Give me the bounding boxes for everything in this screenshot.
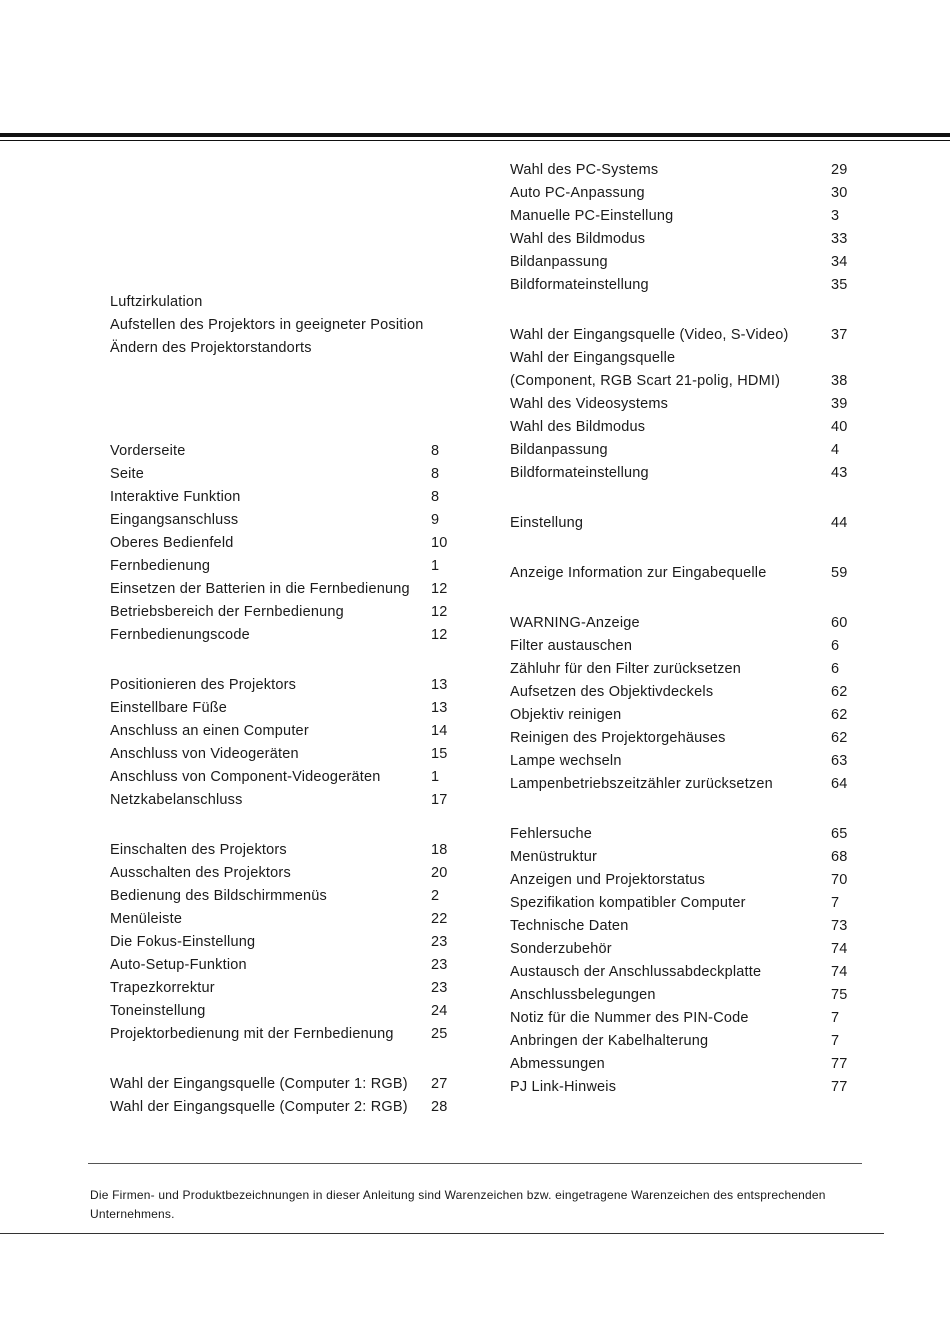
toc-entry-page: 25 [431, 1026, 448, 1042]
toc-entry-page: 30 [831, 185, 848, 201]
toc-entry[interactable] [510, 416, 855, 439]
toc-entry-page: 3 [831, 208, 840, 224]
toc-entry-page: 10 [431, 535, 448, 551]
toc-entry-title: Ausschalten des Projektors [110, 865, 291, 881]
toc-entry-title: Austausch der Anschlussabdeckplatte [510, 964, 762, 980]
toc-entry-title: Filter austauschen [510, 638, 633, 654]
group-spacer [510, 297, 855, 324]
toc-entry[interactable] [510, 750, 855, 773]
toc-group [110, 1073, 455, 1119]
toc-entry-page: 4 [831, 442, 840, 458]
toc-entry-title: Bildanpassung [510, 254, 608, 270]
toc-group [510, 512, 855, 535]
toc-entry-page: 13 [431, 677, 448, 693]
toc-entry[interactable] [510, 324, 855, 347]
toc-entry-title: Abmessungen [510, 1056, 605, 1072]
toc-entry[interactable] [110, 463, 455, 486]
toc-entry[interactable] [110, 532, 455, 555]
toc-entry-title: Anschluss von Videogeräten [110, 746, 299, 762]
group-spacer [510, 585, 855, 612]
group-spacer [510, 535, 855, 562]
group-spacer [510, 485, 855, 512]
toc-entry-page: 23 [431, 980, 448, 996]
toc-entry-title: Luftzirkulation [110, 294, 203, 310]
toc-entry-page: 60 [831, 615, 848, 631]
toc-entry[interactable] [110, 954, 455, 977]
group-spacer [510, 796, 855, 823]
toc-entry-page: 18 [431, 842, 448, 858]
toc-entry-title: Anschluss an einen Computer [110, 723, 309, 739]
toc-entry-title: Spezifikation kompatibler Computer [510, 895, 746, 911]
toc-entry-title: Anzeigen und Projektorstatus [510, 872, 706, 888]
footnote-rule [88, 1163, 862, 1164]
toc-entry-title: Wahl der Eingangsquelle (Video, S-Video) [510, 327, 789, 343]
toc-entry-title: Wahl der Eingangsquelle [510, 350, 676, 366]
toc-entry-title: Notiz für die Nummer des PIN-Code [510, 1010, 749, 1026]
toc-entry-page: 74 [831, 964, 848, 980]
header-rule-thin [0, 140, 950, 141]
toc-entry-page: 74 [831, 941, 848, 957]
toc-group [110, 440, 455, 647]
toc-entry-title: Die Fokus-Einstellung [110, 934, 256, 950]
toc-right-column [510, 159, 855, 1099]
toc-entry-page: 15 [431, 746, 448, 762]
toc-entry-page: 35 [831, 277, 848, 293]
toc-entry-page: 37 [831, 327, 848, 343]
toc-entry-page: 7 [831, 1010, 840, 1026]
toc-entry[interactable] [510, 1053, 855, 1076]
toc-entry-page: 44 [831, 515, 848, 531]
toc-entry-title: Bildanpassung [510, 442, 608, 458]
toc-entry-title: Auto-Setup-Funktion [110, 957, 247, 973]
toc-entry-title: Positionieren des Projektors [110, 677, 297, 693]
toc-entry[interactable] [110, 977, 455, 1000]
toc-entry[interactable] [110, 674, 455, 697]
toc-entry-page: 75 [831, 987, 848, 1003]
toc-entry[interactable] [110, 766, 455, 789]
toc-entry-title: Technische Daten [510, 918, 629, 934]
toc-left-column [110, 291, 455, 1119]
toc-entry[interactable] [510, 512, 855, 535]
toc-entry[interactable] [110, 908, 455, 931]
toc-entry-title: Lampenbetriebszeitzähler zurücksetzen [510, 776, 773, 792]
toc-entry[interactable] [510, 846, 855, 869]
toc-entry-page: 22 [431, 911, 448, 927]
toc-entry-page: 7 [831, 1033, 840, 1049]
toc-entry-title: Wahl des Bildmodus [510, 231, 646, 247]
toc-entry-page: 1 [431, 558, 440, 574]
toc-entry-title: WARNING-Anzeige [510, 615, 640, 631]
toc-entry-page: 12 [431, 627, 448, 643]
group-spacer [110, 812, 455, 839]
toc-entry-page: 2 [431, 888, 440, 904]
toc-entry[interactable] [510, 869, 855, 892]
toc-group [510, 159, 855, 297]
group-spacer [110, 1046, 455, 1073]
toc-entry[interactable] [110, 839, 455, 862]
toc-entry-title: Bildformateinstellung [510, 465, 649, 481]
toc-entry[interactable] [510, 274, 855, 297]
toc-entry[interactable] [110, 789, 455, 812]
toc-entry[interactable] [110, 931, 455, 954]
toc-entry-title: Interaktive Funktion [110, 489, 241, 505]
toc-group [510, 823, 855, 1099]
toc-entry-page: 33 [831, 231, 848, 247]
toc-entry[interactable] [510, 773, 855, 796]
toc-entry[interactable] [510, 727, 855, 750]
toc-entry-page: 7 [831, 895, 840, 911]
toc-entry[interactable] [110, 862, 455, 885]
toc-entry-title: Auto PC-Anpassung [510, 185, 645, 201]
toc-entry-title: Fernbedienungscode [110, 627, 250, 643]
toc-group [110, 291, 455, 360]
toc-entry[interactable] [510, 439, 855, 462]
toc-entry[interactable] [110, 314, 455, 337]
toc-entry[interactable] [110, 486, 455, 509]
header-rule-thick [0, 133, 950, 137]
toc-entry-title: Seite [110, 466, 145, 482]
toc-entry-page: 14 [431, 723, 448, 739]
toc-group [110, 839, 455, 1046]
toc-entry-page: 29 [831, 162, 848, 178]
group-spacer [110, 360, 455, 440]
toc-entry-title: Aufsetzen des Objektivdeckels [510, 684, 714, 700]
toc-entry[interactable] [110, 743, 455, 766]
toc-entry-page: 23 [431, 934, 448, 950]
toc-entry[interactable] [510, 704, 855, 727]
toc-entry-title: Fernbedienung [110, 558, 211, 574]
toc-group [510, 612, 855, 796]
toc-entry-page: 20 [431, 865, 448, 881]
toc-entry[interactable] [510, 1007, 855, 1030]
toc-group [510, 324, 855, 485]
toc-entry[interactable] [510, 251, 855, 274]
toc-entry-page: 13 [431, 700, 448, 716]
toc-entry[interactable] [510, 612, 855, 635]
toc-entry-title: Oberes Bedienfeld [110, 535, 234, 551]
toc-entry[interactable] [510, 1030, 855, 1053]
toc-entry[interactable] [510, 961, 855, 984]
toc-entry[interactable] [510, 562, 855, 585]
toc-entry[interactable] [110, 885, 455, 908]
toc-entry-page: 77 [831, 1079, 848, 1095]
toc-entry[interactable] [110, 1000, 455, 1023]
toc-entry-title: Reinigen des Projektorgehäuses [510, 730, 726, 746]
toc-entry-page: 6 [831, 661, 840, 677]
toc-entry-page: 73 [831, 918, 848, 934]
toc-entry-title: Wahl des Bildmodus [510, 419, 646, 435]
toc-entry-page: 43 [831, 465, 848, 481]
toc-entry-title: Betriebsbereich der Fernbedienung [110, 604, 344, 620]
toc-entry-page: 24 [431, 1003, 448, 1019]
toc-entry-page: 9 [431, 512, 440, 528]
toc-entry[interactable] [110, 578, 455, 601]
toc-entry-page: 62 [831, 730, 848, 746]
toc-entry-page: 8 [431, 466, 440, 482]
toc-entry[interactable] [510, 823, 855, 846]
toc-entry[interactable] [110, 509, 455, 532]
toc-entry-page: 17 [431, 792, 448, 808]
toc-entry-title: Anzeige Information zur Eingabequelle [510, 565, 767, 581]
bottom-rule [0, 1233, 884, 1234]
toc-entry[interactable] [110, 720, 455, 743]
toc-entry-title: Menüstruktur [510, 849, 598, 865]
toc-entry[interactable] [510, 205, 855, 228]
group-spacer [110, 647, 455, 674]
toc-entry[interactable] [110, 1023, 455, 1046]
toc-entry[interactable] [110, 291, 455, 314]
toc-entry-title: Einstellung [510, 515, 584, 531]
toc-entry[interactable] [110, 1073, 455, 1096]
toc-entry[interactable] [510, 915, 855, 938]
toc-entry[interactable] [510, 462, 855, 485]
toc-entry-title: Projektorbedienung mit der Fernbedienung [110, 1026, 394, 1042]
toc-entry-title: Wahl des PC-Systems [510, 162, 659, 178]
toc-entry-title: Aufstellen des Projektors in geeigneter Position [110, 317, 424, 333]
toc-entry-page: 64 [831, 776, 848, 792]
toc-entry-title: Vorderseite [110, 443, 186, 459]
toc-entry-page: 12 [431, 581, 448, 597]
toc-entry-title: Ändern des Projektorstandorts [110, 340, 312, 356]
toc-entry-page: 77 [831, 1056, 848, 1072]
toc-group [510, 562, 855, 585]
toc-entry[interactable] [510, 393, 855, 416]
toc-entry-page: 70 [831, 872, 848, 888]
toc-entry[interactable] [110, 624, 455, 647]
toc-entry[interactable] [510, 681, 855, 704]
toc-entry[interactable] [110, 1096, 455, 1119]
toc-entry-page: 27 [431, 1076, 448, 1092]
toc-entry-page: 40 [831, 419, 848, 435]
toc-entry-page: 68 [831, 849, 848, 865]
toc-entry-title: Anschlussbelegungen [510, 987, 656, 1003]
toc-entry[interactable] [510, 635, 855, 658]
toc-entry-page: 6 [831, 638, 840, 654]
toc-entry[interactable] [110, 555, 455, 578]
toc-entry-page: 23 [431, 957, 448, 973]
toc-entry[interactable] [510, 892, 855, 915]
toc-entry-page: 28 [431, 1099, 448, 1115]
toc-entry-title: Netzkabelanschluss [110, 792, 243, 808]
toc-entry-title: Toneinstellung [110, 1003, 206, 1019]
toc-entry-title: Einsetzen der Batterien in die Fernbedienung [110, 581, 410, 597]
toc-entry-title: Wahl der Eingangsquelle (Computer 2: RGB) [110, 1099, 408, 1115]
toc-entry-title: Zähluhr für den Filter zurücksetzen [510, 661, 742, 677]
toc-entry-title: Bedienung des Bildschirmmenüs [110, 888, 327, 904]
toc-entry-title: Einschalten des Projektors [110, 842, 287, 858]
toc-entry-page: 65 [831, 826, 848, 842]
toc-entry[interactable] [510, 984, 855, 1007]
toc-entry-title: Einstellbare Füße [110, 700, 228, 716]
toc-entry[interactable] [510, 182, 855, 205]
toc-entry-title: Bildformateinstellung [510, 277, 649, 293]
toc-entry-page: 1 [431, 769, 440, 785]
toc-entry[interactable] [510, 347, 855, 370]
toc-entry-title: Anschluss von Component-Videogeräten [110, 769, 381, 785]
toc-entry-title: Trapezkorrektur [110, 980, 215, 996]
toc-entry[interactable] [110, 697, 455, 720]
toc-entry-page: 8 [431, 443, 440, 459]
toc-entry-title: Eingangsanschluss [110, 512, 239, 528]
toc-entry[interactable] [510, 938, 855, 961]
toc-entry[interactable] [510, 1076, 855, 1099]
toc-entry-title: Manuelle PC-Einstellung [510, 208, 674, 224]
toc-entry[interactable] [110, 601, 455, 624]
toc-group [110, 674, 455, 812]
toc-entry-title: PJ Link-Hinweis [510, 1079, 617, 1095]
toc-entry[interactable] [110, 337, 455, 360]
toc-entry-page: 8 [431, 489, 440, 505]
trademark-footnote: Die Firmen- und Produktbezeichnungen in dieser Anleitung sind Warenzeichen bzw. eingetragene Warenzeichen des entsprechenden Unternehmens. [90, 1188, 826, 1221]
toc-entry-page: 38 [831, 373, 848, 389]
toc-entry-page: 62 [831, 684, 848, 700]
toc-entry-title: Menüleiste [110, 911, 183, 927]
toc-entry-title: Objektiv reinigen [510, 707, 622, 723]
toc-entry-title: Wahl der Eingangsquelle (Computer 1: RGB) [110, 1076, 408, 1092]
toc-entry-page: 34 [831, 254, 848, 270]
toc-entry-page: 39 [831, 396, 848, 412]
toc-entry-page: 63 [831, 753, 848, 769]
toc-entry-title: Lampe wechseln [510, 753, 622, 769]
toc-entry[interactable] [510, 228, 855, 251]
toc-entry-title: Anbringen der Kabelhalterung [510, 1033, 709, 1049]
toc-entry-page: 12 [431, 604, 448, 620]
toc-entry[interactable] [510, 658, 855, 681]
toc-entry-title: Sonderzubehör [510, 941, 612, 957]
toc-entry[interactable] [110, 440, 455, 463]
toc-entry-page: 59 [831, 565, 848, 581]
toc-entry-title: Fehlersuche [510, 826, 592, 842]
toc-entry-title: (Component, RGB Scart 21-polig, HDMI) [510, 373, 781, 389]
toc-entry-page: 62 [831, 707, 848, 723]
toc-entry[interactable] [510, 159, 855, 182]
toc-entry[interactable] [510, 370, 855, 393]
toc-entry-title: Wahl des Videosystems [510, 396, 669, 412]
